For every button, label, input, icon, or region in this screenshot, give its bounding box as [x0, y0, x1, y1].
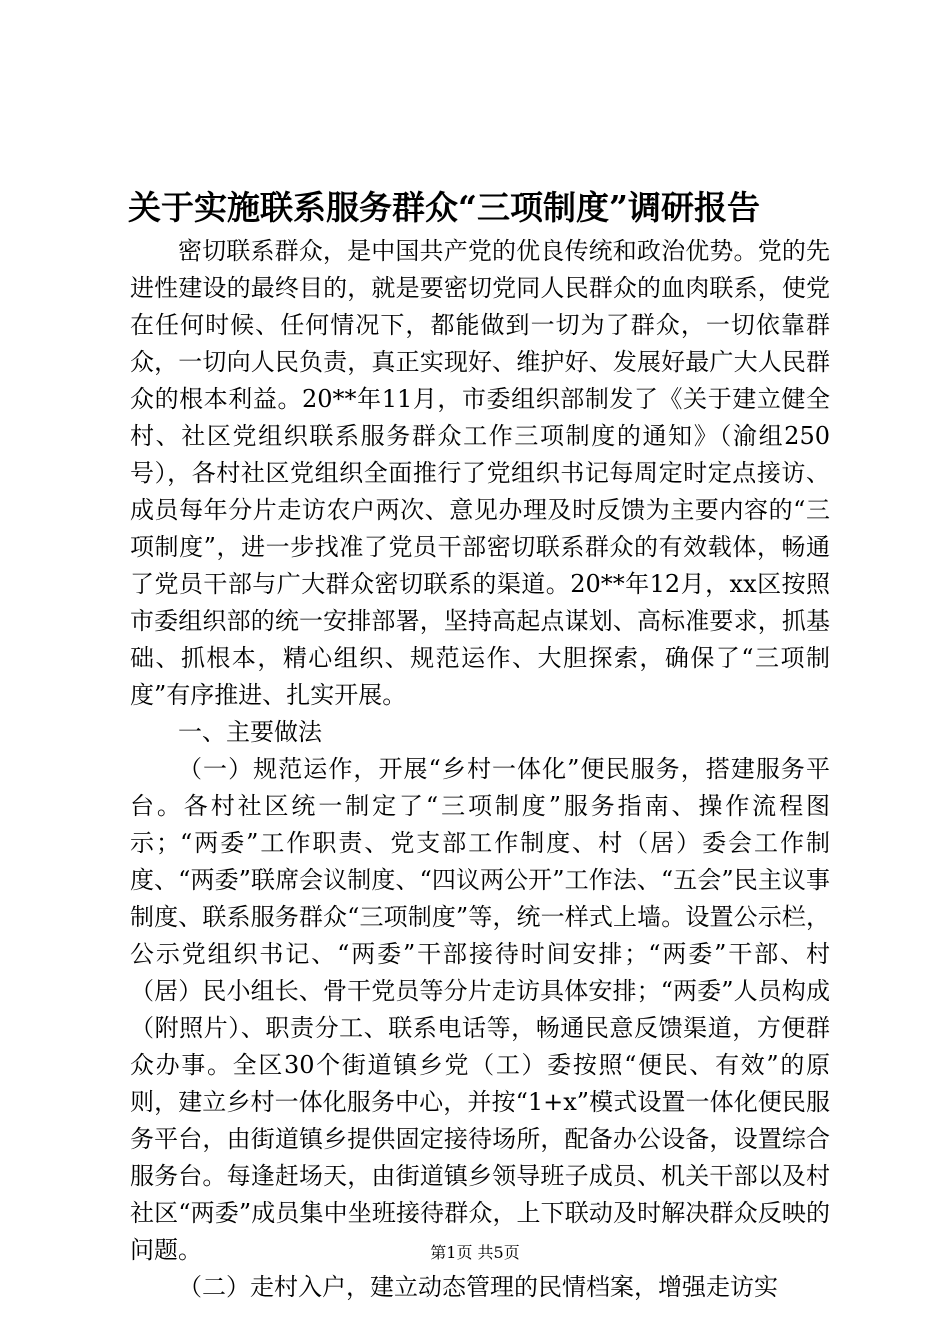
- paragraph-intro: 密切联系群众，是中国共产党的优良传统和政治优势。党的先进性建设的最终目的，就是要密切党同人民群众的血肉联系，使党在任何时候、任何情况下，都能做到一切为了群众，一切依靠群众，一切向人民负责，真正实现好、维护好、发展好最广大人民群众的根本利益。20**年11月，市委组织部制发了《关于建立健全村、社区党组织联系服务群众工作三项制度的通知》（渝组250号），各村社区党组织全面推行了党组织书记每周定时定点接访、成员每年分片走访农户两次、意见办理及时反馈为主要内容的“三项制度”，进一步找准了党员干部密切联系群众的有效载体，畅通了党员干部与广大群众密切联系的渠道。20**年12月，xx区按照市委组织部的统一安排部署，坚持高起点谋划、高标准要求，抓基础、抓根本，精心组织、规范运作、大胆探索，确保了“三项制度”有序推进、扎实开展。: [130, 237, 830, 709]
- document-body: [130, 233, 830, 1306]
- section-heading-main-practices: 一、主要做法: [178, 718, 322, 746]
- paragraph-subsection-2: （二）走村入户，建立动态管理的民情档案，增强走访实: [178, 1273, 778, 1301]
- paragraph-subsection-1: （一）规范运作，开展“乡村一体化”便民服务，搭建服务平台。各村社区统一制定了“三项制度”服务指南、操作流程图示；“两委”工作职责、党支部工作制度、村（居）委会工作制度、“两委”联席会议制度、“四议两公开”工作法、“五会”民主议事制度、联系服务群众“三项制度”等，统一样式上墙。设置公示栏，公示党组织书记、“两委”干部接待时间安排；“两委”干部、村（居）民小组长、骨干党员等分片走访具体安排；“两委”人员构成（附照片）、职责分工、联系电话等，畅通民意反馈渠道，方便群众办事。全区30个街道镇乡党（工）委按照“便民、有效”的原则，建立乡村一体化服务中心，并按“1+x”模式设置一体化便民服务平台，由街道镇乡提供固定接待场所，配备办公设备，设置综合服务台。每逢赶场天，由街道镇乡领导班子成员、机关干部以及村社区“两委”成员集中坐班接待群众，上下联动及时解决群众反映的问题。: [130, 755, 830, 1264]
- document-title: 关于实施联系服务群众“三项制度”调研报告: [128, 188, 760, 227]
- page-footer: 第1页 共5页: [430, 1243, 520, 1262]
